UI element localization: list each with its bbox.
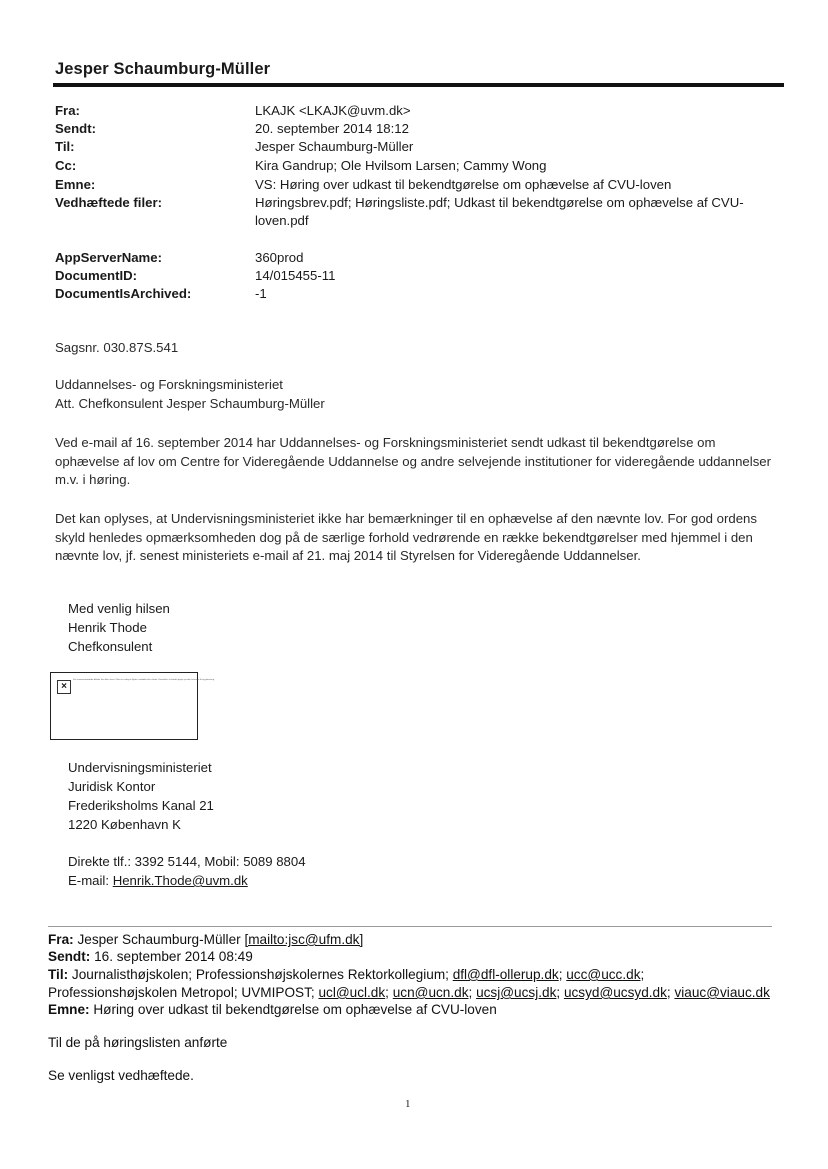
meta-label: DocumentID: bbox=[55, 268, 138, 283]
header-label: Emne: bbox=[55, 177, 96, 192]
signature-org: Undervisningsministeriet bbox=[68, 760, 212, 775]
signature-office: Juridisk Kontor bbox=[68, 779, 156, 794]
fwd-sent-label: Sendt: bbox=[48, 949, 91, 964]
case-number: Sagsnr. 030.87S.541 bbox=[55, 340, 179, 355]
header-label: Fra: bbox=[55, 103, 80, 118]
broken-image-icon: × bbox=[57, 680, 71, 694]
fwd-to-link[interactable]: ucl@ucl.dk bbox=[318, 985, 386, 1000]
meta-label: AppServerName: bbox=[55, 250, 163, 265]
signature-street: Frederiksholms Kanal 21 bbox=[68, 798, 214, 813]
body-paragraph-2: Det kan oplyses, at Undervisningsministeriet ikke har bemærkninger til en ophævelse af den nævnte lov. For god ordens skyld henledes opmærksomheden dog på de særlige forhold vedrørende en række bekendtgørelser med hjemmel i den nævnte lov, jf. senest ministeriets e-mail af 21. maj 2014 til Styrelsen for Videregående Uddannelser. bbox=[55, 511, 757, 563]
fwd-to-label: Til: bbox=[48, 967, 69, 982]
fwd-from-line bbox=[48, 931, 363, 949]
fwd-to-link[interactable]: dfl@dfl-ollerup.dk bbox=[452, 967, 559, 982]
fwd-to-line-2: Professionshøjskolen Metropol; UVMIPOST; ucl@ucl.dk; ucn@ucn.dk; ucsj@ucsj.dk; ucsyd@ucsyd.dk; viauc@viauc.dk bbox=[48, 985, 770, 1000]
meta-value: 14/015455-11 bbox=[255, 268, 336, 283]
fwd-to-link[interactable]: ucn@ucn.dk bbox=[392, 985, 469, 1000]
fwd-from-value: Jesper Schaumburg-Müller bbox=[73, 932, 245, 947]
broken-image-placeholder bbox=[50, 672, 215, 740]
header-label: Vedhæftede filer: bbox=[55, 195, 162, 210]
fwd-to-link[interactable]: ucc@ucc.dk bbox=[566, 967, 641, 982]
fwd-sent-line bbox=[48, 948, 253, 966]
header-rule bbox=[53, 83, 784, 87]
signature-city: 1220 København K bbox=[68, 817, 181, 832]
fwd-to-value-2: Professionshøjskolen Metropol; UVMIPOST; bbox=[48, 985, 319, 1000]
attachments-value: Høringsbrev.pdf; Høringsliste.pdf; Udkast til bekendtgørelse om ophævelse af CVU-loven.pdf bbox=[255, 195, 744, 228]
fwd-from-label: Fra: bbox=[48, 932, 74, 947]
addressee-line-1: Uddannelses- og Forskningsministeriet bbox=[55, 377, 283, 392]
meta-value: -1 bbox=[255, 286, 267, 301]
header-label: Cc: bbox=[55, 158, 77, 173]
header-label: Til: bbox=[55, 139, 75, 154]
fwd-sent-value: 16. september 2014 08:49 bbox=[90, 949, 253, 964]
signature-email-line bbox=[68, 871, 248, 890]
meta-value: 360prod bbox=[255, 250, 304, 265]
fwd-to-value: Journalisthøjskolen; Professionshøjskolernes Rektorkollegium; bbox=[68, 967, 453, 982]
fwd-subject-line bbox=[48, 1001, 497, 1019]
email-label: E-mail: bbox=[68, 873, 113, 888]
fwd-subject-label: Emne: bbox=[48, 1002, 90, 1017]
signature-phone: Direkte tlf.: 3392 5144, Mobil: 5089 8804 bbox=[68, 854, 306, 869]
fwd-body-line-1: Til de på høringslisten anførte bbox=[48, 1035, 228, 1050]
header-value: LKAJK <LKAJK@uvm.dk> bbox=[255, 103, 411, 118]
body-paragraph-1: Ved e-mail af 16. september 2014 har Uddannelses- og Forskningsministeriet sendt udkast til bekendtgørelse om ophævelse af lov om Centre for Videregående Uddannelse og andre selvejende institutioner for videregående uddannelser m.v. i høring. bbox=[55, 435, 772, 487]
signature-greeting: Med venlig hilsen bbox=[68, 601, 170, 616]
header-value: Jesper Schaumburg-Müller bbox=[255, 139, 414, 154]
header-label: Sendt: bbox=[55, 121, 97, 136]
fwd-to-link[interactable]: ucsj@ucsj.dk bbox=[476, 985, 557, 1000]
signature-name: Henrik Thode bbox=[68, 620, 147, 635]
fwd-to-line: Til: Journalisthøjskolen; Professionshøjskolernes Rektorkollegium; dfl@dfl-ollerup.dk; ucc@ucc.dk; bbox=[48, 967, 645, 982]
header-value: 20. september 2014 18:12 bbox=[255, 121, 409, 136]
meta-label: DocumentIsArchived: bbox=[55, 286, 192, 301]
signature-title: Chefkonsulent bbox=[68, 639, 153, 654]
fwd-subject-value: Høring over udkast til bekendtgørelse om ophævelse af CVU-loven bbox=[89, 1002, 497, 1017]
image-alt-text: Det sammenkædede billede kan ikke vises. Filen er muligvis flyttet, omdøbt eller slettet. Kontroller, at kædet peger på den korrekte fil og placering. bbox=[73, 679, 215, 681]
fwd-body-line-2: Se venligst vedhæftede. bbox=[48, 1068, 194, 1083]
fwd-from-mailto-link[interactable]: [mailto:jsc@ufm.dk] bbox=[244, 932, 364, 947]
page-number: 1 bbox=[405, 1098, 411, 1110]
forward-separator bbox=[48, 926, 772, 927]
addressee-line-2: Att. Chefkonsulent Jesper Schaumburg-Müller bbox=[55, 396, 325, 411]
email-link[interactable]: Henrik.Thode@uvm.dk bbox=[112, 873, 248, 888]
header-value: VS: Høring over udkast til bekendtgørelse om ophævelse af CVU-loven bbox=[255, 177, 672, 192]
header-value: Kira Gandrup; Ole Hvilsom Larsen; Cammy Wong bbox=[255, 158, 547, 173]
fwd-to-link[interactable]: ucsyd@ucsyd.dk bbox=[563, 985, 667, 1000]
fwd-to-link[interactable]: viauc@viauc.dk bbox=[674, 985, 770, 1000]
document-owner-name: Jesper Schaumburg-Müller bbox=[55, 60, 271, 78]
